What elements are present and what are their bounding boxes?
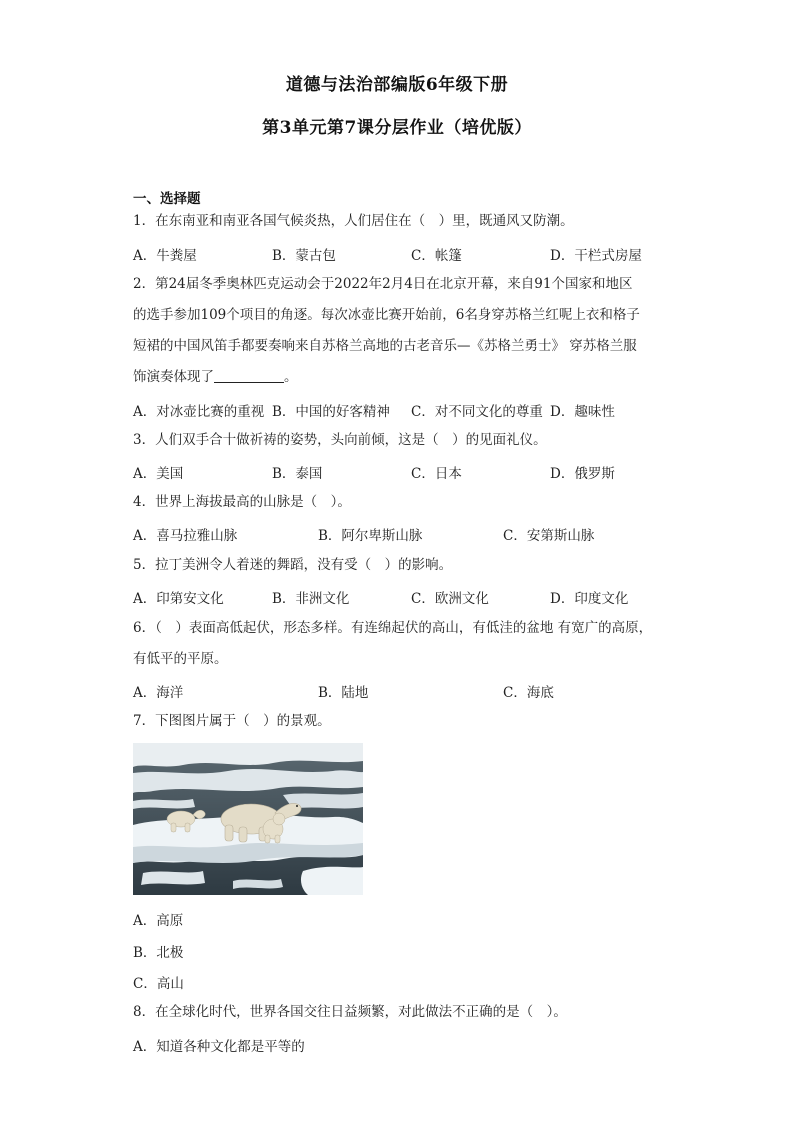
q5-option-b[interactable]: B．非洲文化: [272, 591, 350, 607]
question-2-line-1: 2．第24届冬季奥林匹克运动会于2022年2月4日在北京开幕，来自91个国家和地区: [133, 276, 633, 292]
q1-option-a[interactable]: A．牛粪屋: [133, 248, 197, 264]
q7-option-a[interactable]: A．高原: [133, 913, 184, 929]
q6-option-c[interactable]: C．海底: [503, 685, 554, 701]
q4-option-a[interactable]: A．喜马拉雅山脉: [133, 528, 238, 544]
q6-option-b[interactable]: B．陆地: [318, 685, 369, 701]
question-2-line-4: [133, 368, 663, 386]
page-subtitle: 第3单元第7课分层作业（培优版）: [262, 118, 532, 138]
polar-bear-photo: [133, 743, 363, 895]
q2-option-b[interactable]: B．中国的好客精神: [272, 404, 390, 420]
question-4: 4．世界上海拔最高的山脉是（ ）。: [133, 494, 351, 510]
q5-option-a[interactable]: A．印第安文化: [133, 591, 224, 607]
q1-option-c[interactable]: C．帐篷: [411, 248, 462, 264]
q2-option-c[interactable]: C．对不同文化的尊重: [411, 404, 543, 420]
q5-option-d[interactable]: D．印度文化: [550, 591, 629, 607]
q3-option-d[interactable]: D．俄罗斯: [550, 466, 615, 482]
question-6-line-2: 有低平的平原。: [133, 651, 228, 667]
q5-option-c[interactable]: C．欧洲文化: [411, 591, 489, 607]
question-8: 8．在全球化时代，世界各国交往日益频繁，对此做法不正确的是（ ）。: [133, 1004, 567, 1020]
q1-option-d[interactable]: D．干栏式房屋: [550, 248, 642, 264]
question-7: 7．下图图片属于（ ）的景观。: [133, 713, 331, 729]
q4-option-b[interactable]: B．阿尔卑斯山脉: [318, 528, 423, 544]
q3-option-c[interactable]: C．日本: [411, 466, 462, 482]
question-6-line-1: 6．（ ）表面高低起伏，形态多样。有连绵起伏的高山，有低洼的盆地 有宽广的高原，: [133, 620, 653, 636]
q1-option-b[interactable]: B．蒙古包: [272, 248, 336, 264]
q8-option-a[interactable]: A．知道各种文化都是平等的: [133, 1039, 305, 1055]
question-1: 1．在东南亚和南亚各国气候炎热，人们居住在（ ）里，既通风又防潮。: [133, 213, 574, 229]
section-heading: 一、选择题: [133, 191, 201, 207]
polar-bear-illustration: [133, 743, 363, 895]
q2-option-d[interactable]: D．趣味性: [550, 404, 615, 420]
answer-blank[interactable]: [214, 368, 284, 383]
q4-option-c[interactable]: C．安第斯山脉: [503, 528, 595, 544]
question-2-line-4-suffix: 。: [284, 369, 298, 385]
question-2-line-2: 的选手参加109个项目的角逐。每次冰壶比赛开始前，6名身穿苏格兰红呢上衣和格子: [133, 307, 640, 323]
question-3: 3．人们双手合十做祈祷的姿势，头向前倾，这是（ ）的见面礼仪。: [133, 432, 547, 448]
q2-option-a[interactable]: A．对冰壶比赛的重视: [133, 404, 265, 420]
q6-option-a[interactable]: A．海洋: [133, 685, 184, 701]
question-2-line-4-prefix: 饰演奏体现了: [133, 369, 214, 385]
question-5: 5．拉丁美洲令人着迷的舞蹈，没有受（ ）的影响。: [133, 557, 453, 573]
question-2-line-3: 短裙的中国风笛手都要奏响来自苏格兰高地的古老音乐—《苏格兰勇士》 穿苏格兰服: [133, 338, 637, 354]
q3-option-b[interactable]: B．泰国: [272, 466, 323, 482]
page-title: 道德与法治部编版6年级下册: [285, 75, 509, 95]
q7-option-c[interactable]: C．高山: [133, 976, 184, 992]
q7-option-b[interactable]: B．北极: [133, 945, 184, 961]
q3-option-a[interactable]: A．美国: [133, 466, 184, 482]
